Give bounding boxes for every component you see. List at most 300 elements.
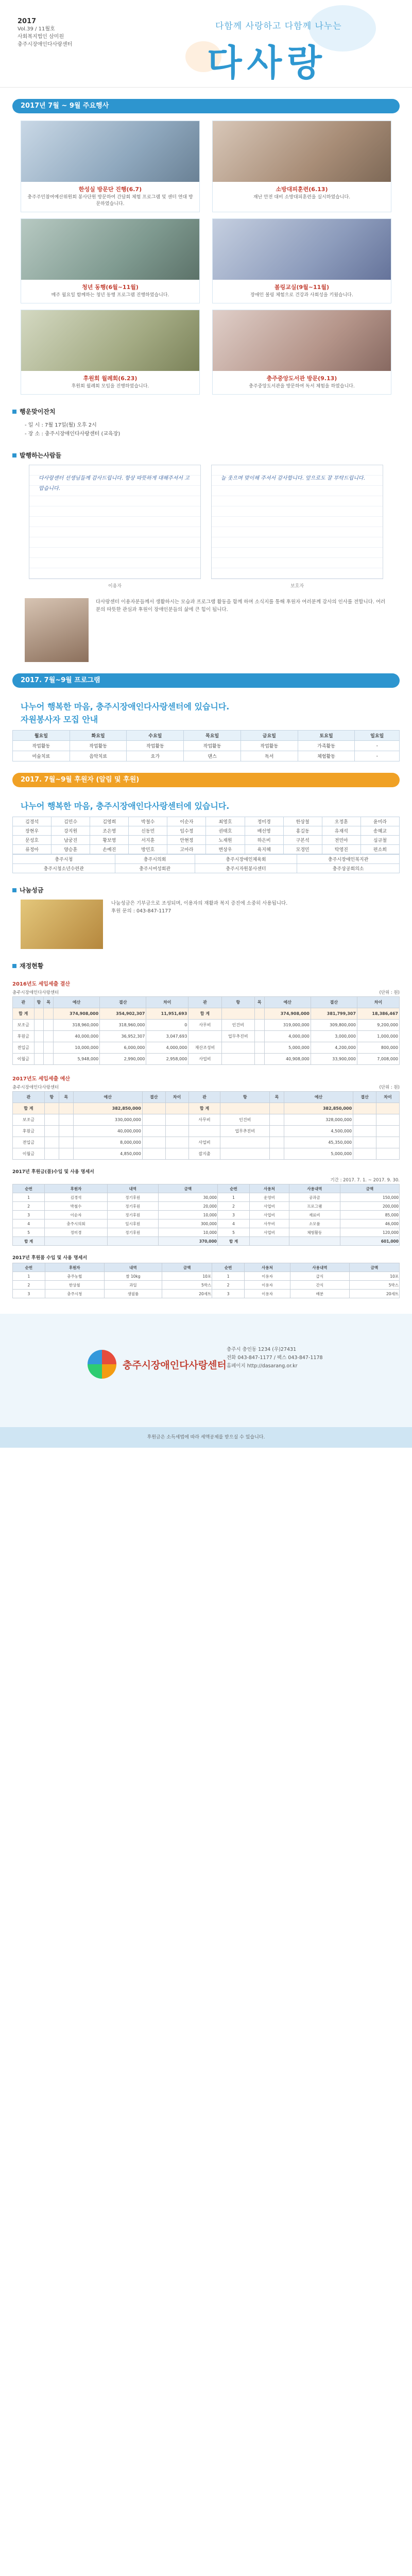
- finance-cell: [254, 1031, 264, 1042]
- program-cell: 작업활동: [241, 741, 298, 751]
- finance-cell: [44, 1126, 59, 1137]
- usage-cell: 30,000: [158, 1193, 217, 1202]
- header-title: 다사랑: [207, 41, 327, 84]
- finance-header-cell: 관: [13, 1092, 45, 1103]
- usage-cell: 정미경: [45, 1228, 107, 1237]
- donor-name: 변상우: [206, 845, 245, 854]
- usage-cell: 3: [212, 1290, 245, 1298]
- finance-cell: 319,000,000: [264, 1020, 311, 1031]
- usage-cell: 5박스: [349, 1281, 399, 1290]
- letter-right-text: 늘 웃으며 맞이해 주셔서 감사합니다. 앞으로도 잘 부탁드립니다.: [221, 476, 365, 481]
- finance-cell: [34, 1042, 44, 1054]
- section-letters: [12, 451, 400, 460]
- letter-left-text: 다사랑센터 선생님들께 감사드립니다. 항상 따뜻하게 대해주셔서 고맙습니다.: [39, 476, 190, 492]
- finance-cell: 40,000,000: [73, 1126, 142, 1137]
- finance-cell: [220, 1148, 270, 1160]
- finance-header-cell: 목: [44, 997, 54, 1008]
- usage-cell: 2: [13, 1202, 45, 1211]
- usage-sum-cell: [250, 1237, 289, 1246]
- org-row: [13, 864, 400, 873]
- usage-cell: 3: [13, 1290, 45, 1298]
- usage-cell: 생필품: [104, 1290, 162, 1298]
- usage-cell: 김경석: [45, 1193, 107, 1202]
- finance-header-cell: 예산: [54, 997, 100, 1008]
- usage-title: 2017년 후원금(품)수입 및 사용 명세서: [12, 1170, 94, 1175]
- finance-table-2017: [12, 1091, 400, 1160]
- donor-name: 손예진: [90, 845, 129, 854]
- finance-cell: [221, 1054, 254, 1065]
- finance-cell: 이월금: [13, 1148, 45, 1160]
- usage-cell: 배분: [290, 1290, 349, 1298]
- program-cell: 요가: [127, 751, 184, 761]
- finance-cell: 업무추진비: [221, 1031, 254, 1042]
- finance-cell: 재산조성비: [188, 1042, 221, 1054]
- program-row: [13, 751, 400, 761]
- finance-cell: 사업비: [188, 1137, 220, 1148]
- finance-header-cell: 예산: [264, 997, 311, 1008]
- donor-name: 조은영: [90, 826, 129, 836]
- activity-title: 볼링교실(9월~11월): [274, 284, 329, 291]
- activity-title: 소방대피훈련(6.13): [276, 186, 328, 193]
- activity-text: 장애인 볼링 체험으로 건강과 사회성을 키웠습니다.: [250, 293, 353, 298]
- finance-cell: [270, 1103, 284, 1114]
- usage-cell: 85,000: [340, 1211, 399, 1219]
- usage-cell: 이용자: [245, 1272, 290, 1281]
- finance-header-cell: 관: [13, 997, 35, 1008]
- usage-cell: 46,000: [340, 1219, 399, 1228]
- donor-banner: [12, 794, 400, 815]
- footer-org-name: 충주시장애인다사랑센터: [123, 1359, 227, 1371]
- donor-name: 심규철: [360, 836, 399, 845]
- usage-cell: 소모품: [289, 1219, 340, 1228]
- section-sharing: [12, 886, 400, 894]
- finance-cell: 후원금: [13, 1126, 45, 1137]
- finance-cell: 8,000,000: [73, 1137, 142, 1148]
- finance-row: [13, 1148, 400, 1160]
- program-cell: 체험활동: [298, 751, 355, 761]
- finance-cell: [221, 1042, 254, 1054]
- program-cell: 작업활동: [13, 741, 70, 751]
- usage-cell: 5: [13, 1228, 45, 1237]
- finance-sub-1: [12, 989, 400, 995]
- letters-row: [29, 465, 383, 579]
- donor-name: 구본석: [283, 836, 322, 845]
- usage-header-cell: 금액: [340, 1184, 399, 1193]
- usage-cell: 1: [13, 1193, 45, 1202]
- activity-title: 후원회 월례회(6.23): [83, 375, 138, 382]
- finance-cell: 사업비: [188, 1054, 221, 1065]
- donor-name: 최영호: [206, 817, 245, 826]
- donor-name: 안현정: [167, 836, 206, 845]
- usage-cell: 정기후원: [107, 1193, 158, 1202]
- finance-header-cell: 결산: [311, 997, 357, 1008]
- letter-left: [29, 465, 201, 579]
- donor-name: 박철수: [129, 817, 167, 826]
- finance-row: [13, 1114, 400, 1126]
- finance-cell: [376, 1137, 400, 1148]
- usage-header-cell: 금액: [158, 1184, 217, 1193]
- finance-cell: 381,799,307: [311, 1008, 357, 1020]
- letter-captions: [29, 582, 383, 589]
- activity-photo: [213, 121, 391, 182]
- finance-cell: [142, 1126, 165, 1137]
- finance-cell: [142, 1114, 165, 1126]
- finance-cell: 9,200,000: [357, 1020, 399, 1031]
- finance-cell: 4,200,000: [311, 1042, 357, 1054]
- usage-sub: [12, 1177, 400, 1183]
- usage-cell: 3: [13, 1211, 45, 1219]
- usage-header-cell: 내역: [107, 1184, 158, 1193]
- chairman-photo: [25, 598, 89, 662]
- usage-cell: 20세트: [162, 1290, 212, 1298]
- usage-cell: 2: [212, 1281, 245, 1290]
- donor-name: 육지혜: [245, 845, 283, 854]
- usage-cell: 프로그램: [289, 1202, 340, 1211]
- finance-cell: [376, 1148, 400, 1160]
- program-cell: 작업활동: [70, 741, 127, 751]
- usage-cell: 10,000: [158, 1211, 217, 1219]
- usage-row: [13, 1193, 400, 1202]
- usage-cell: 충주농협: [45, 1272, 104, 1281]
- footer-homepage[interactable]: 홈페이지 http://dasarang.or.kr: [227, 1363, 298, 1369]
- donor-banner-line1: 나누어 행복한 마음, 충주시장애인다사랑센터에 있습니다.: [21, 801, 230, 811]
- finance-cell: [59, 1126, 73, 1137]
- usage-cell: 체험활동: [289, 1228, 340, 1237]
- activity-title: 청년 동행(6월~11월): [82, 284, 139, 291]
- finance-row: [13, 1054, 400, 1065]
- finance-cell: 인건비: [220, 1114, 270, 1126]
- activity-card: [21, 121, 200, 212]
- finance-cell: [188, 1031, 221, 1042]
- finance-table-2016: [12, 996, 400, 1065]
- finance-cell: 0: [146, 1020, 188, 1031]
- donor-name: 양승훈: [52, 845, 90, 854]
- activity-title: 한성실 방문단 진행(6.7): [78, 186, 142, 193]
- finance-cell: [44, 1020, 54, 1031]
- finance-cell: 7,008,000: [357, 1054, 399, 1065]
- usage-cell: 120,000: [340, 1228, 399, 1237]
- program-banner-line1: 나누어 행복한 마음, 충주시장애인다사랑센터에 있습니다.: [21, 702, 230, 711]
- finance-cell: 5,000,000: [284, 1148, 353, 1160]
- program-cell: 음악치료: [70, 751, 127, 761]
- finance-cell: [353, 1137, 376, 1148]
- donor-name: 오정훈: [322, 817, 360, 826]
- finance-cell: [59, 1137, 73, 1148]
- section-activities: 2017년 7월 ~ 9월 주요행사: [12, 99, 400, 113]
- finance-cell: 4,000,000: [264, 1031, 311, 1042]
- activity-card: [21, 218, 200, 303]
- usage-sum-cell: 합 계: [13, 1237, 45, 1246]
- finance-cell: 2,958,000: [146, 1054, 188, 1065]
- finance-header-cell: 목: [270, 1092, 284, 1103]
- finance-cell: 업무추진비: [220, 1126, 270, 1137]
- section-letters-label: 발행하는사람들: [20, 452, 62, 459]
- finance-row: [13, 1008, 400, 1020]
- finance-header-cell: 차이: [357, 997, 399, 1008]
- finance-cell: 374,908,000: [264, 1008, 311, 1020]
- finance-cell: [376, 1103, 400, 1114]
- activity-text: 충주중앙도서관을 방문하여 독서 체험을 하였습니다.: [249, 384, 355, 389]
- donor-name: 배선영: [245, 826, 283, 836]
- finance-cell: 인건비: [221, 1020, 254, 1031]
- finance-header-cell: 결산: [353, 1092, 376, 1103]
- usage-cell: 사업비: [250, 1202, 289, 1211]
- finance-header-cell: 결산: [100, 997, 146, 1008]
- usage-cell: 재료비: [289, 1211, 340, 1219]
- section-donors: 2017. 7월~9월 후원자 (알림 및 후원): [12, 773, 400, 787]
- program-cell: 독서: [241, 751, 298, 761]
- finance-title-2: 2017년도 세입세출 예산: [12, 1076, 71, 1082]
- finance-cell: 합 계: [13, 1103, 45, 1114]
- usage-cell: 4: [217, 1219, 249, 1228]
- usage-cell: 1: [13, 1272, 45, 1281]
- usage-cell: 20세트: [349, 1290, 399, 1298]
- org-name: 충주시의회: [115, 855, 195, 864]
- finance-cell: [44, 1054, 54, 1065]
- issue-year: 2017: [18, 18, 37, 25]
- usage-header-cell: 순번: [217, 1184, 249, 1193]
- sharing-block: [21, 900, 391, 949]
- activity-photo: [213, 219, 391, 280]
- org-name: 충주시장애인체육회: [195, 855, 297, 864]
- finance-org-1: 충주시장애인다사랑센터: [12, 990, 59, 995]
- finance-row: [13, 1103, 400, 1114]
- donor-name: 문성호: [13, 836, 52, 845]
- finance-header-cell: 항: [220, 1092, 270, 1103]
- donor-name: 고아라: [167, 845, 206, 854]
- finance-cell: [44, 1114, 59, 1126]
- donor-name: 전민아: [322, 836, 360, 845]
- usage-cell: 정기후원: [107, 1211, 158, 1219]
- usage-cell: 2: [13, 1281, 45, 1290]
- org-name: 충주시자원봉사센터: [195, 864, 297, 873]
- finance-cell: 33,900,000: [311, 1054, 357, 1065]
- program-cell: 수요일: [127, 731, 184, 741]
- finance-cell: 이월금: [13, 1054, 35, 1065]
- donor-name: 홍길동: [283, 826, 322, 836]
- footer: [0, 1314, 412, 1448]
- donor-name: 정미경: [245, 817, 283, 826]
- donor-name: 한상철: [283, 817, 322, 826]
- usage-row: [13, 1219, 400, 1228]
- donor-name: 신동민: [129, 826, 167, 836]
- finance-cell: [59, 1114, 73, 1126]
- finance-cell: [44, 1042, 54, 1054]
- usage-cell: 1: [212, 1272, 245, 1281]
- finance-cell: 382,850,000: [284, 1103, 353, 1114]
- bullet-square-icon: [12, 453, 16, 457]
- finance-cell: 전입금: [13, 1137, 45, 1148]
- usage-header-cell: 순번: [13, 1263, 45, 1272]
- finance-cell: [44, 1103, 59, 1114]
- finance-cell: 4,000,000: [146, 1042, 188, 1054]
- finance-cell: [34, 1020, 44, 1031]
- finance-cell: [220, 1137, 270, 1148]
- program-cell: 토요일: [298, 731, 355, 741]
- donor-name: 서지훈: [129, 836, 167, 845]
- activity-text: 충주주민참여예산위원회 봉사단원 방문하여 간담회 체험 프로그램 및 센터 연대 방문하였습니다.: [27, 195, 193, 207]
- finance-cell: [353, 1114, 376, 1126]
- donor-name: 송혜교: [360, 826, 399, 836]
- usage-header-cell: 내역: [104, 1263, 162, 1272]
- usage-cell: 정기후원: [107, 1228, 158, 1237]
- finance-cell: [221, 1008, 254, 1020]
- finance-cell: 374,908,000: [54, 1008, 100, 1020]
- donor-name: 유재석: [322, 826, 360, 836]
- org-name: 충주시청소년수련관: [13, 864, 115, 873]
- finance-cell: 후원금: [13, 1031, 35, 1042]
- finance-cell: [254, 1008, 264, 1020]
- program-cell: -: [355, 741, 400, 751]
- finance-cell: [254, 1054, 264, 1065]
- program-cell: -: [355, 751, 400, 761]
- section-plans: [12, 407, 400, 416]
- donor-name: 장현우: [13, 826, 52, 836]
- finance-cell: [34, 1008, 44, 1020]
- finance-cell: 사무비: [188, 1114, 220, 1126]
- finance-cell: [34, 1054, 44, 1065]
- usage-cell: 사업비: [250, 1211, 289, 1219]
- donor-name: 김경석: [13, 817, 52, 826]
- donor-name: 모경민: [283, 845, 322, 854]
- issue-volume: Vol.39 / 11월호: [18, 26, 55, 32]
- donor-name: 노재원: [206, 836, 245, 845]
- finance-cell: [165, 1126, 188, 1137]
- finance-cell: [44, 1031, 54, 1042]
- usage-row: [13, 1290, 400, 1298]
- finance-cell: [34, 1031, 44, 1042]
- chairman-text: 다사랑센터 이용자분들께서 생활하시는 모습과 프로그램 활동을 함께 하며 소식지를 통해 후원자 여러분께 감사의 인사를 전합니다. 여러분의 따뜻한 관심과 후원이 장애인분들의 삶에 큰 힘이 됩니다.: [96, 599, 386, 613]
- finance-cell: [376, 1126, 400, 1137]
- usage-cell: 10포: [162, 1272, 212, 1281]
- activity-photo: [21, 219, 199, 280]
- section-sharing-label: 나눔성금: [20, 887, 44, 894]
- usage-table-money: [12, 1184, 400, 1246]
- org-name: 충주상공회의소: [297, 864, 400, 873]
- finance-row: [13, 1042, 400, 1054]
- finance-cell: [142, 1137, 165, 1148]
- finance-cell: 합 계: [188, 1008, 221, 1020]
- usage-header-cell: 순번: [212, 1263, 245, 1272]
- finance-cell: [270, 1114, 284, 1126]
- usage-cell: 이순자: [45, 1211, 107, 1219]
- section-plans-label: 행운맞이잔치: [20, 408, 56, 415]
- usage-table-goods: [12, 1263, 400, 1298]
- finance-cell: [44, 1008, 54, 1020]
- finance-header-cell: 예산: [73, 1092, 142, 1103]
- finance-cell: 3,047,693: [146, 1031, 188, 1042]
- usage-row: [13, 1228, 400, 1237]
- donor-name: 류정아: [13, 845, 52, 854]
- plan-list: [25, 421, 387, 438]
- usage-header-cell: 사용처: [245, 1263, 290, 1272]
- finance-cell: 5,000,000: [264, 1042, 311, 1054]
- letter-right-caption: 보호자: [290, 584, 304, 589]
- usage-title-2: 2017년 후원품 수입 및 사용 명세서: [12, 1256, 88, 1261]
- finance-header-row: [13, 1092, 400, 1103]
- program-row: [13, 741, 400, 751]
- finance-cell: 40,000,000: [54, 1031, 100, 1042]
- finance-cell: 4,500,000: [284, 1126, 353, 1137]
- bullet-square-icon: [12, 888, 16, 892]
- finance-cell: [142, 1103, 165, 1114]
- org-logo-icon: [88, 1350, 116, 1379]
- finance-cell: 36,952,307: [100, 1031, 146, 1042]
- finance-row: [13, 1020, 400, 1031]
- donor-row: [13, 826, 400, 836]
- program-cell: 일요일: [355, 731, 400, 741]
- program-cell: 작업활동: [184, 741, 241, 751]
- finance-cell: [142, 1148, 165, 1160]
- finance-cell: 1,000,000: [357, 1031, 399, 1042]
- program-cell: 작업활동: [127, 741, 184, 751]
- activity-card: [212, 218, 391, 303]
- donor-name: 편소희: [360, 845, 399, 854]
- usage-cell: 정기후원: [107, 1202, 158, 1211]
- activity-title: 충주중앙도서관 방문(9.13): [266, 375, 337, 382]
- donor-name: 황보영: [90, 836, 129, 845]
- program-table: [12, 730, 400, 761]
- finance-cell: 잡지출: [188, 1148, 220, 1160]
- program-cell: 댄스: [184, 751, 241, 761]
- section-program: 2017. 7월~9월 프로그램: [12, 673, 400, 688]
- finance-header-cell: 목: [59, 1092, 73, 1103]
- program-cell: 목요일: [184, 731, 241, 741]
- finance-cell: 사무비: [188, 1020, 221, 1031]
- sharing-contact: 후원 문의 : 043-847-1177: [111, 908, 171, 914]
- usage-cell: 1: [217, 1193, 249, 1202]
- org-table: [12, 854, 400, 873]
- footer-address: 충주시 충인동 1234 (우)27431: [227, 1347, 297, 1352]
- usage-header-cell: 사용내역: [289, 1184, 340, 1193]
- finance-unit-1: (단위 : 원): [379, 990, 400, 995]
- finance-cell: [165, 1137, 188, 1148]
- usage-cell: 4: [13, 1219, 45, 1228]
- finance-cell: 800,000: [357, 1042, 399, 1054]
- program-cell: 미술치료: [13, 751, 70, 761]
- finance-header-cell: 차이: [165, 1092, 188, 1103]
- usage-header-cell: 사용내역: [290, 1263, 349, 1272]
- finance-cell: [220, 1103, 270, 1114]
- finance-cell: 합 계: [188, 1103, 220, 1114]
- usage-sum-cell: 370,000: [158, 1237, 217, 1246]
- finance-cell: [353, 1148, 376, 1160]
- finance-title-1: 2016년도 세입세출 결산: [12, 981, 71, 987]
- finance-cell: [165, 1114, 188, 1126]
- footer-logo: [88, 1350, 227, 1379]
- finance-cell: [254, 1020, 264, 1031]
- org-row: [13, 855, 400, 864]
- activity-photo: [21, 121, 199, 182]
- usage-cell: 10,000: [158, 1228, 217, 1237]
- usage-header-row: [13, 1263, 400, 1272]
- finance-cell: 전입금: [13, 1042, 35, 1054]
- finance-header-cell: 관: [188, 997, 221, 1008]
- section-finance-label: 재정현황: [20, 962, 44, 970]
- org-name: 충주시여성회관: [115, 864, 195, 873]
- finance-sub-2: [12, 1084, 400, 1090]
- activity-text: 매주 월요일 함께하는 청년 동행 프로그램 진행하였습니다.: [51, 293, 169, 298]
- donor-name: 임수정: [167, 826, 206, 836]
- sharing-text: 나눔성금은 기부금으로 조성되며, 이용자의 재활과 복지 증진에 소중히 사용됩니다.: [111, 901, 288, 906]
- chairman-block: [25, 598, 387, 662]
- finance-cell: 보조금: [13, 1114, 45, 1126]
- program-cell: 월요일: [13, 731, 70, 741]
- finance-cell: 40,908,000: [264, 1054, 311, 1065]
- finance-cell: [254, 1042, 264, 1054]
- finance-header-cell: 항: [34, 997, 44, 1008]
- usage-row: [13, 1202, 400, 1211]
